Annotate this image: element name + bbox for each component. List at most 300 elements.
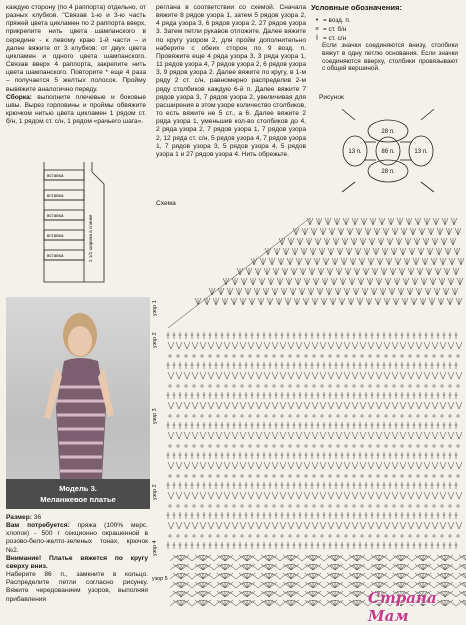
stitch-mark bbox=[353, 535, 355, 537]
stitch-mark bbox=[177, 535, 179, 537]
stitch-mark bbox=[200, 402, 206, 409]
stitch-mark bbox=[351, 238, 357, 245]
stitch-mark bbox=[240, 402, 246, 409]
stitch-mark bbox=[320, 228, 326, 235]
stitch-mark bbox=[393, 555, 401, 561]
stitch-mark bbox=[310, 248, 316, 255]
stitch-mark bbox=[261, 564, 269, 570]
stitch-mark bbox=[368, 522, 374, 529]
legend-item-chain bbox=[311, 16, 463, 25]
stitch-mark bbox=[301, 248, 307, 255]
stitch-mark bbox=[239, 564, 247, 570]
stitch-mark bbox=[195, 582, 203, 588]
stitch-mark bbox=[258, 298, 264, 305]
stitch-mark bbox=[168, 432, 174, 439]
stitch-mark bbox=[233, 355, 235, 357]
dress-layout-diagram bbox=[4, 156, 154, 292]
stitch-mark bbox=[413, 258, 419, 265]
figure-right-label: 13 п. bbox=[414, 149, 428, 155]
stitch-mark bbox=[449, 505, 451, 507]
stitch-mark bbox=[185, 535, 187, 537]
stitch-mark bbox=[209, 385, 211, 387]
stitch-mark bbox=[371, 564, 379, 570]
middle-paragraph: регланa в соответствии со схемой. Сначала вяжите 8 рядов узора 1, затем 5 рядов узора 2, 4 ряда узора 3, 6 рядов узора 2, 27 рядов узора 3. Затем петли рукавов отложите. Далее вяжите по кругу узором 2, для пройм дополнительно наберите с обеих сторон по 9 возд. п. Провяжите еще 4 ряда узора 3, 3 ряда узора 1, 11 рядов узора 4, 7 рядов узора 2, 6 рядов узора 3, 9 рядов узора 2. Далее вяжите по кругу, в 1-м ряду 2 ст. с/н, равномерно распределив 2-м ряду столбиков каждую 6-й п. Далее вяжите 7 рядов узора 3, 7 рядов узора 2, увеличивая для расширения в этом узоре количество столбиков, то есть вяжите не 5 ст., а 6. Далее вяжите 2 ряда узора 1, уменьшив кол-во столбиков до 4, 2 ряда узора 2, 7 рядов узора 1, 7 рядов узора 2, 12 ряда ст. с/н, 5 рядов узора 4, 7 рядов узора 1, 7 рядов узора 3, 5 рядов узора 4, 5 рядов узора 1 и 27 рядов узора 4. Нить обрежьте. bbox=[156, 4, 306, 158]
stitch-mark bbox=[173, 600, 181, 606]
stitch-mark bbox=[257, 505, 259, 507]
stitch-mark bbox=[418, 248, 424, 255]
stitch-mark bbox=[390, 268, 396, 275]
stitch-mark bbox=[385, 385, 387, 387]
stitch-mark bbox=[272, 288, 278, 295]
stitch-mark bbox=[350, 258, 356, 265]
needs-value: пряжа (100% мерс. хлопок) - 500 г секционно окрашенной в розово-бело-желто-зеленых тонах, крючок №2. bbox=[6, 522, 148, 554]
stitch-mark bbox=[424, 432, 430, 439]
stitch-mark bbox=[217, 415, 219, 417]
stitch-mark bbox=[376, 432, 382, 439]
pattern-label: узор 4 bbox=[152, 540, 158, 556]
stitch-mark bbox=[379, 555, 387, 561]
stitch-mark bbox=[349, 278, 355, 285]
stitch-mark bbox=[313, 385, 315, 387]
stitch-mark bbox=[305, 564, 313, 570]
stitch-mark bbox=[437, 582, 445, 588]
stitch-mark bbox=[361, 355, 363, 357]
stitch-mark bbox=[169, 355, 171, 357]
stitch-mark bbox=[344, 522, 350, 529]
stitch-mark bbox=[257, 475, 259, 477]
stitch-mark bbox=[272, 342, 278, 349]
stitch-mark bbox=[320, 522, 326, 529]
stitch-mark bbox=[233, 385, 235, 387]
stitch-mark bbox=[416, 432, 422, 439]
stitch-mark bbox=[305, 445, 307, 447]
pattern-label: узор 2 bbox=[152, 484, 158, 500]
stitch-mark bbox=[393, 573, 401, 579]
stitch-mark bbox=[217, 573, 225, 579]
stitch-mark bbox=[329, 385, 331, 387]
stitch-mark bbox=[353, 475, 355, 477]
stitch-mark bbox=[373, 248, 379, 255]
stitch-mark bbox=[208, 432, 214, 439]
stitch-mark bbox=[176, 462, 182, 469]
stitch-mark bbox=[269, 573, 277, 579]
stitch-mark bbox=[392, 432, 398, 439]
stitch-mark bbox=[296, 258, 302, 265]
stitch-mark bbox=[336, 372, 342, 379]
stitch-mark bbox=[263, 288, 269, 295]
stitch-mark bbox=[349, 591, 357, 597]
stitch-mark bbox=[377, 385, 379, 387]
stitch-mark bbox=[249, 445, 251, 447]
stitch-mark bbox=[233, 415, 235, 417]
stitch-mark bbox=[345, 355, 347, 357]
stitch-mark bbox=[423, 564, 431, 570]
stitch-mark bbox=[184, 522, 190, 529]
stitch-mark bbox=[329, 505, 331, 507]
stitch-mark bbox=[456, 402, 462, 409]
stitch-mark bbox=[346, 248, 352, 255]
stitch-mark bbox=[423, 582, 431, 588]
stitch-mark bbox=[416, 402, 422, 409]
stitch-mark bbox=[407, 288, 413, 295]
stitch-mark bbox=[222, 298, 228, 305]
stitch-mark bbox=[457, 445, 459, 447]
stitch-mark bbox=[185, 505, 187, 507]
single-crochet-icon: × bbox=[314, 25, 320, 33]
stitch-mark bbox=[336, 462, 342, 469]
stitch-mark bbox=[376, 402, 382, 409]
stitch-mark bbox=[424, 342, 430, 349]
stitch-mark bbox=[321, 385, 323, 387]
stitch-mark bbox=[274, 248, 280, 255]
stitch-mark bbox=[195, 555, 203, 561]
stitch-mark bbox=[195, 564, 203, 570]
stitch-mark bbox=[233, 445, 235, 447]
stitch-mark bbox=[291, 268, 297, 275]
stitch-mark bbox=[285, 298, 291, 305]
stitch-mark bbox=[415, 218, 421, 225]
stitch-mark bbox=[400, 342, 406, 349]
stitch-mark bbox=[247, 591, 255, 597]
stitch-mark bbox=[176, 522, 182, 529]
stitch-mark bbox=[360, 492, 366, 499]
stitch-mark bbox=[312, 522, 318, 529]
stitch-mark bbox=[209, 355, 211, 357]
stitch-mark bbox=[425, 535, 427, 537]
stitch-mark bbox=[246, 268, 252, 275]
stitch-mark bbox=[241, 445, 243, 447]
stitch-mark bbox=[401, 573, 409, 579]
stitch-mark bbox=[265, 355, 267, 357]
stitch-mark bbox=[248, 432, 254, 439]
stitch-mark bbox=[176, 342, 182, 349]
stitch-mark bbox=[201, 445, 203, 447]
stitch-mark bbox=[432, 342, 438, 349]
needs-label: Вам потребуется: bbox=[6, 522, 70, 530]
double-crochet-icon: ƚ bbox=[316, 34, 318, 42]
stitch-mark bbox=[321, 535, 323, 537]
stitch-mark bbox=[208, 462, 214, 469]
stitch-mark bbox=[345, 445, 347, 447]
stitch-mark bbox=[247, 600, 255, 606]
stitch-mark bbox=[449, 535, 451, 537]
stitch-mark bbox=[409, 355, 411, 357]
stitch-mark bbox=[321, 355, 323, 357]
materials-block bbox=[6, 514, 148, 610]
stitch-mark bbox=[362, 288, 368, 295]
stitch-mark bbox=[449, 445, 451, 447]
stitch-mark bbox=[264, 372, 270, 379]
stitch-mark bbox=[259, 278, 265, 285]
stitch-mark bbox=[305, 355, 307, 357]
stitch-mark bbox=[256, 492, 262, 499]
stitch-mark bbox=[361, 505, 363, 507]
stitch-mark bbox=[297, 385, 299, 387]
stitch-mark bbox=[169, 535, 171, 537]
stitch-mark bbox=[257, 535, 259, 537]
stitch-mark bbox=[283, 573, 291, 579]
stitch-mark bbox=[216, 462, 222, 469]
stitch-mark bbox=[401, 505, 403, 507]
stitch-mark bbox=[256, 462, 262, 469]
stitch-mark bbox=[265, 505, 267, 507]
stitch-mark bbox=[247, 564, 255, 570]
stitch-mark bbox=[336, 492, 342, 499]
stitch-mark bbox=[264, 342, 270, 349]
stitch-mark bbox=[358, 278, 364, 285]
stitch-mark bbox=[345, 415, 347, 417]
stitch-mark bbox=[408, 492, 414, 499]
stitch-mark bbox=[449, 415, 451, 417]
stitch-mark bbox=[389, 288, 395, 295]
stitch-mark bbox=[193, 505, 195, 507]
stitch-mark bbox=[361, 415, 363, 417]
stitch-mark bbox=[379, 582, 387, 588]
stitch-mark bbox=[225, 385, 227, 387]
stitch-mark bbox=[217, 475, 219, 477]
stitch-mark bbox=[433, 385, 435, 387]
stitch-mark bbox=[256, 342, 262, 349]
stitch-mark bbox=[240, 342, 246, 349]
stitch-mark bbox=[289, 355, 291, 357]
stitch-mark bbox=[424, 372, 430, 379]
stitch-mark bbox=[291, 573, 299, 579]
stitch-mark bbox=[177, 505, 179, 507]
stitch-mark bbox=[451, 218, 457, 225]
stitch-mark bbox=[385, 445, 387, 447]
stitch-mark bbox=[313, 445, 315, 447]
stitch-mark bbox=[224, 432, 230, 439]
stitch-mark bbox=[181, 582, 189, 588]
stitch-mark bbox=[415, 555, 423, 561]
stitch-mark bbox=[361, 445, 363, 447]
stitch-mark bbox=[291, 582, 299, 588]
stitch-mark bbox=[321, 445, 323, 447]
stitch-mark bbox=[371, 573, 379, 579]
stitch-mark bbox=[434, 288, 440, 295]
left-paragraph-2: выполните плечевые и боковые швы. Вырез горловины и проймы обвяжите крючком нитью цвета цикламен 1 рядом ст. б/н, 1 рядом ст. с/н, 1 рядом «рачьего шага». bbox=[6, 93, 146, 126]
stitch-mark bbox=[177, 475, 179, 477]
stitch-mark bbox=[283, 248, 289, 255]
stitch-mark bbox=[388, 218, 394, 225]
stitch-mark bbox=[360, 372, 366, 379]
stitch-mark bbox=[276, 298, 282, 305]
legend-item-sc bbox=[311, 25, 463, 34]
stitch-mark bbox=[304, 402, 310, 409]
stitch-mark bbox=[241, 385, 243, 387]
stitch-mark bbox=[329, 445, 331, 447]
stitch-mark bbox=[261, 582, 269, 588]
stitch-mark bbox=[458, 258, 464, 265]
stitch-mark bbox=[209, 415, 211, 417]
stitch-mark bbox=[380, 288, 386, 295]
stitch-mark bbox=[392, 228, 398, 235]
stitch-mark bbox=[273, 475, 275, 477]
stitch-mark bbox=[405, 238, 411, 245]
stitch-mark bbox=[304, 462, 310, 469]
stitch-mark bbox=[448, 462, 454, 469]
stitch-mark bbox=[409, 505, 411, 507]
stitch-mark bbox=[282, 268, 288, 275]
stitch-mark bbox=[421, 278, 427, 285]
schema-title: Схема bbox=[156, 200, 176, 207]
stitch-mark bbox=[287, 258, 293, 265]
stitch-mark bbox=[457, 535, 459, 537]
stitch-mark bbox=[381, 268, 387, 275]
stitch-mark bbox=[440, 522, 446, 529]
stitch-mark bbox=[445, 555, 453, 561]
stitch-mark bbox=[322, 278, 328, 285]
stitch-mark bbox=[320, 342, 326, 349]
stitch-mark bbox=[305, 475, 307, 477]
stitch-mark bbox=[192, 372, 198, 379]
stitch-mark bbox=[446, 228, 452, 235]
stitch-mark bbox=[444, 268, 450, 275]
stitch-mark bbox=[193, 355, 195, 357]
stitch-mark bbox=[288, 432, 294, 439]
stitch-mark bbox=[368, 342, 374, 349]
stitch-mark bbox=[217, 445, 219, 447]
stitch-mark bbox=[321, 415, 323, 417]
stitch-mark bbox=[392, 522, 398, 529]
stitch-mark bbox=[337, 535, 339, 537]
stitch-mark bbox=[433, 445, 435, 447]
stitch-mark bbox=[352, 372, 358, 379]
stitch-mark bbox=[225, 355, 227, 357]
site-watermark: Страна Мам bbox=[368, 589, 437, 625]
stitch-mark bbox=[273, 445, 275, 447]
stitch-mark bbox=[384, 342, 390, 349]
stitch-mark bbox=[341, 258, 347, 265]
stitch-mark bbox=[344, 372, 350, 379]
stitch-mark bbox=[319, 248, 325, 255]
stitch-mark bbox=[408, 432, 414, 439]
stitch-mark bbox=[433, 475, 435, 477]
stitch-mark bbox=[425, 385, 427, 387]
stitch-mark bbox=[260, 258, 266, 265]
stitch-mark bbox=[321, 475, 323, 477]
stitch-mark bbox=[448, 342, 454, 349]
instructions-left-column bbox=[6, 4, 146, 154]
stitch-mark bbox=[455, 228, 461, 235]
stitch-mark bbox=[384, 402, 390, 409]
stitch-mark bbox=[441, 475, 443, 477]
stitch-mark bbox=[289, 415, 291, 417]
stitch-mark bbox=[415, 564, 423, 570]
stitch-mark bbox=[302, 228, 308, 235]
stitch-mark bbox=[457, 355, 459, 357]
stitch-mark bbox=[440, 492, 446, 499]
stitch-mark bbox=[269, 564, 277, 570]
figure-bottom-label: 28 п. bbox=[381, 169, 395, 175]
stitch-mark bbox=[385, 475, 387, 477]
stitch-mark bbox=[239, 582, 247, 588]
stitch-mark bbox=[168, 402, 174, 409]
stitch-mark bbox=[448, 278, 454, 285]
stitch-mark bbox=[337, 415, 339, 417]
stitch-mark bbox=[169, 445, 171, 447]
stitch-mark bbox=[273, 355, 275, 357]
stitch-mark bbox=[448, 432, 454, 439]
stitch-mark bbox=[283, 564, 291, 570]
stitch-mark bbox=[209, 475, 211, 477]
stitch-mark bbox=[356, 228, 362, 235]
stitch-mark bbox=[441, 535, 443, 537]
chain-stitch-icon: • bbox=[315, 16, 319, 24]
stitch-mark bbox=[420, 298, 426, 305]
stitch-mark bbox=[195, 573, 203, 579]
stitch-mark bbox=[423, 573, 431, 579]
stitch-mark bbox=[232, 278, 238, 285]
stitch-mark bbox=[327, 591, 335, 597]
stitch-mark bbox=[296, 522, 302, 529]
stitch-mark bbox=[337, 445, 339, 447]
stitch-mark bbox=[416, 522, 422, 529]
stitch-mark bbox=[232, 342, 238, 349]
stitch-mark bbox=[256, 522, 262, 529]
stitch-mark bbox=[257, 355, 259, 357]
stitch-mark bbox=[304, 278, 310, 285]
stitch-mark bbox=[316, 218, 322, 225]
stitch-mark bbox=[305, 600, 313, 606]
stitch-mark bbox=[312, 432, 318, 439]
stitch-mark bbox=[376, 278, 382, 285]
stitch-mark bbox=[318, 268, 324, 275]
stitch-mark bbox=[240, 522, 246, 529]
stitch-mark bbox=[414, 238, 420, 245]
stitch-mark bbox=[247, 582, 255, 588]
stitch-mark bbox=[449, 385, 451, 387]
stitch-mark bbox=[217, 564, 225, 570]
stitch-mark bbox=[368, 462, 374, 469]
stitch-mark bbox=[173, 564, 181, 570]
stitch-mark bbox=[437, 555, 445, 561]
stitch-mark bbox=[363, 268, 369, 275]
stitch-mark bbox=[217, 385, 219, 387]
stitch-mark bbox=[265, 445, 267, 447]
stitch-mark bbox=[337, 248, 343, 255]
stitch-mark bbox=[441, 385, 443, 387]
crochet-schema bbox=[150, 208, 466, 610]
stitch-mark bbox=[288, 522, 294, 529]
stitch-mark bbox=[401, 555, 409, 561]
stitch-mark bbox=[265, 415, 267, 417]
stitch-mark bbox=[440, 432, 446, 439]
stitch-mark bbox=[294, 298, 300, 305]
stitch-mark bbox=[173, 555, 181, 561]
stitch-mark bbox=[449, 258, 455, 265]
stitch-mark bbox=[438, 298, 444, 305]
stitch-mark bbox=[283, 600, 291, 606]
stitch-mark bbox=[305, 555, 313, 561]
stitch-mark bbox=[201, 385, 203, 387]
stitch-mark bbox=[430, 278, 436, 285]
stitch-mark bbox=[432, 522, 438, 529]
stitch-mark bbox=[288, 402, 294, 409]
stitch-mark bbox=[377, 258, 383, 265]
stitch-mark bbox=[344, 492, 350, 499]
stitch-mark bbox=[385, 278, 391, 285]
stitch-mark bbox=[355, 248, 361, 255]
stitch-mark bbox=[336, 432, 342, 439]
stitch-mark bbox=[424, 522, 430, 529]
stitch-mark bbox=[224, 492, 230, 499]
stitch-mark bbox=[440, 372, 446, 379]
stitch-mark bbox=[403, 278, 409, 285]
stitch-mark bbox=[352, 342, 358, 349]
stitch-mark bbox=[415, 573, 423, 579]
stitch-mark bbox=[256, 372, 262, 379]
